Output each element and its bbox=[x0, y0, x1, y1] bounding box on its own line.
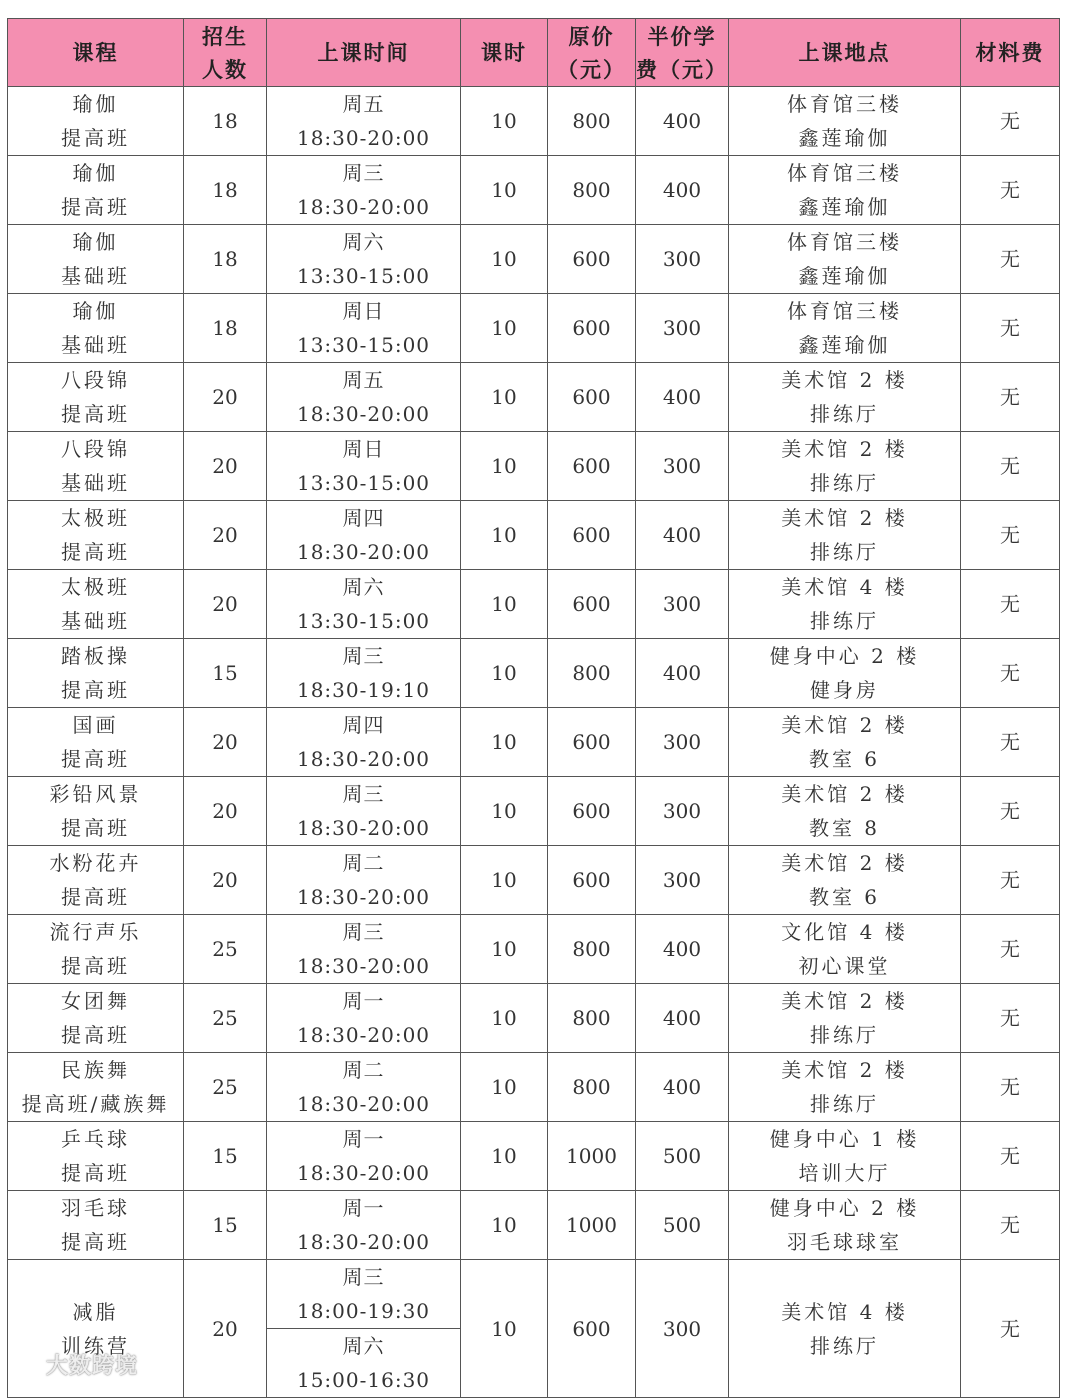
cell-course-line: 民族舞 bbox=[61, 1058, 130, 1082]
cell-enrollment: 25 bbox=[184, 1053, 267, 1122]
header-hours: 课时 bbox=[461, 19, 548, 87]
cell-half-price: 400 bbox=[636, 915, 729, 984]
cell-course-line: 水粉花卉 bbox=[49, 851, 142, 875]
cell-time bbox=[267, 87, 461, 156]
cell-price: 800 bbox=[548, 639, 636, 708]
table-row bbox=[8, 1053, 1060, 1122]
cell-course-line: 提高班 bbox=[61, 195, 130, 219]
cell-location bbox=[729, 156, 961, 225]
cell-hours: 10 bbox=[461, 363, 548, 432]
cell-time-line: 13:30-15:00 bbox=[296, 609, 431, 633]
table-row-last bbox=[8, 1260, 1060, 1329]
cell-location-line: 排练厅 bbox=[810, 471, 879, 495]
header-price: 原价 （元） bbox=[548, 19, 636, 87]
cell-material-fee: 无 bbox=[961, 1122, 1060, 1191]
cell-course-line: 八段锦 bbox=[61, 368, 130, 392]
cell-time-line: 周一 bbox=[342, 989, 385, 1013]
cell-half-price: 300 bbox=[636, 846, 729, 915]
cell-material-fee: 无 bbox=[961, 708, 1060, 777]
cell-course-line: 国画 bbox=[72, 713, 119, 737]
header-time: 上课时间 bbox=[267, 19, 461, 87]
cell-location bbox=[729, 1191, 961, 1260]
cell-material-fee: 无 bbox=[961, 915, 1060, 984]
cell-time bbox=[267, 915, 461, 984]
cell-half-price: 300 bbox=[636, 570, 729, 639]
cell-time-line: 周三 bbox=[342, 782, 385, 806]
cell-price: 600 bbox=[548, 294, 636, 363]
cell-time bbox=[267, 294, 461, 363]
cell-course-line: 羽毛球 bbox=[61, 1196, 130, 1220]
cell-material-fee: 无 bbox=[961, 846, 1060, 915]
cell-price: 800 bbox=[548, 984, 636, 1053]
cell-location bbox=[729, 570, 961, 639]
table-row bbox=[8, 777, 1060, 846]
cell-enrollment: 25 bbox=[184, 984, 267, 1053]
cell-location-line: 教室 6 bbox=[808, 885, 881, 909]
table-row bbox=[8, 984, 1060, 1053]
cell-time-line: 18:30-20:00 bbox=[296, 1023, 431, 1047]
cell-location-line: 排练厅 bbox=[810, 402, 879, 426]
cell-location-line: 体育馆三楼 bbox=[787, 299, 902, 323]
cell-location bbox=[729, 501, 961, 570]
cell-material-fee: 无 bbox=[961, 294, 1060, 363]
cell-price: 600 bbox=[548, 432, 636, 501]
cell-half-price: 400 bbox=[636, 156, 729, 225]
cell-location-line: 文化馆 4 楼 bbox=[781, 920, 908, 944]
cell-price: 1000 bbox=[548, 1122, 636, 1191]
cell-material-fee: 无 bbox=[961, 501, 1060, 570]
cell-price: 800 bbox=[548, 156, 636, 225]
cell-time bbox=[267, 777, 461, 846]
cell-location-line: 鑫莲瑜伽 bbox=[798, 126, 891, 150]
cell-location-line: 健身中心 2 楼 bbox=[769, 644, 920, 668]
cell-location-line: 美术馆 2 楼 bbox=[781, 782, 908, 806]
cell-time-line: 周三 bbox=[342, 161, 385, 185]
cell-time-b: 周六 15:00-16:30 bbox=[267, 1329, 461, 1398]
cell-course-line: 太极班 bbox=[61, 575, 130, 599]
cell-enrollment: 20 bbox=[184, 363, 267, 432]
cell-location-line: 教室 6 bbox=[808, 747, 881, 771]
cell-time bbox=[267, 1053, 461, 1122]
cell-course-line: 提高班 bbox=[61, 678, 130, 702]
cell-location bbox=[729, 1122, 961, 1191]
cell-location-line: 健身房 bbox=[810, 678, 879, 702]
cell-price: 600 bbox=[548, 225, 636, 294]
cell-course-line: 提高班 bbox=[61, 1161, 130, 1185]
watermark bbox=[10, 1349, 138, 1380]
cell-material-fee: 无 bbox=[961, 777, 1060, 846]
watermark-text: 大数跨境 bbox=[46, 1354, 139, 1379]
cell-course-line: 八段锦 bbox=[61, 437, 130, 461]
cell-enrollment: 15 bbox=[184, 639, 267, 708]
cell-course bbox=[8, 639, 184, 708]
cell-hours: 10 bbox=[461, 984, 548, 1053]
cell-price: 600 bbox=[548, 363, 636, 432]
cell-location-line: 美术馆 2 楼 bbox=[781, 437, 908, 461]
cell-half-price: 300 bbox=[636, 1260, 729, 1398]
header-row bbox=[8, 19, 1060, 87]
table-row bbox=[8, 294, 1060, 363]
cell-half-price: 400 bbox=[636, 501, 729, 570]
cell-material-fee: 无 bbox=[961, 984, 1060, 1053]
table-row bbox=[8, 639, 1060, 708]
cell-location-line: 美术馆 2 楼 bbox=[781, 368, 908, 392]
cell-time-line: 18:30-19:10 bbox=[296, 678, 431, 702]
cell-time bbox=[267, 984, 461, 1053]
cell-hours: 10 bbox=[461, 87, 548, 156]
cell-location-line: 美术馆 4 楼 bbox=[781, 575, 908, 599]
cell-hours: 10 bbox=[461, 1122, 548, 1191]
cell-course-line: 流行声乐 bbox=[49, 920, 142, 944]
cell-hours: 10 bbox=[461, 156, 548, 225]
cell-course-line: 基础班 bbox=[61, 609, 130, 633]
header-enrollment: 招生 人数 bbox=[184, 19, 267, 87]
cell-course: 减脂 训练营 bbox=[8, 1260, 184, 1398]
cell-hours: 10 bbox=[461, 708, 548, 777]
cell-half-price: 400 bbox=[636, 639, 729, 708]
cell-location-line: 健身中心 1 楼 bbox=[769, 1127, 920, 1151]
cell-material-fee: 无 bbox=[961, 570, 1060, 639]
cell-course-line: 提高班 bbox=[61, 402, 130, 426]
cell-course-line: 提高班 bbox=[61, 1230, 130, 1254]
cell-material-fee: 无 bbox=[961, 1260, 1060, 1398]
header-material-fee: 材料费 bbox=[961, 19, 1060, 87]
cell-course-line: 提高班 bbox=[61, 816, 130, 840]
cell-course-line: 女团舞 bbox=[61, 989, 130, 1013]
cell-location-line: 体育馆三楼 bbox=[787, 161, 902, 185]
cell-course bbox=[8, 432, 184, 501]
cell-price: 600 bbox=[548, 777, 636, 846]
cell-price: 600 bbox=[548, 570, 636, 639]
cell-hours: 10 bbox=[461, 777, 548, 846]
cell-location bbox=[729, 294, 961, 363]
cell-material-fee: 无 bbox=[961, 1053, 1060, 1122]
cell-location bbox=[729, 639, 961, 708]
cell-time-line: 周六 bbox=[342, 230, 385, 254]
cell-hours: 10 bbox=[461, 570, 548, 639]
cell-course bbox=[8, 708, 184, 777]
cell-location-line: 排练厅 bbox=[810, 1092, 879, 1116]
cell-material-fee: 无 bbox=[961, 363, 1060, 432]
cell-location-line: 美术馆 2 楼 bbox=[781, 1058, 908, 1082]
table-row bbox=[8, 225, 1060, 294]
cell-price: 1000 bbox=[548, 1191, 636, 1260]
cell-location-line: 鑫莲瑜伽 bbox=[798, 264, 891, 288]
header-course: 课程 bbox=[8, 19, 184, 87]
cell-time-line: 18:30-20:00 bbox=[296, 126, 431, 150]
watermark-logo-icon bbox=[10, 1356, 42, 1378]
cell-enrollment: 25 bbox=[184, 915, 267, 984]
cell-course bbox=[8, 156, 184, 225]
cell-time-line: 18:30-20:00 bbox=[296, 1092, 431, 1116]
cell-price: 600 bbox=[548, 501, 636, 570]
cell-location-line: 美术馆 2 楼 bbox=[781, 506, 908, 530]
cell-hours: 10 bbox=[461, 294, 548, 363]
cell-course bbox=[8, 1053, 184, 1122]
cell-course-line: 太极班 bbox=[61, 506, 130, 530]
cell-time-line: 13:30-15:00 bbox=[296, 264, 431, 288]
cell-course bbox=[8, 1122, 184, 1191]
cell-time bbox=[267, 1122, 461, 1191]
cell-hours: 10 bbox=[461, 1053, 548, 1122]
cell-time-line: 周五 bbox=[342, 368, 385, 392]
cell-course-line: 基础班 bbox=[61, 264, 130, 288]
cell-price: 600 bbox=[548, 846, 636, 915]
cell-location-line: 排练厅 bbox=[810, 1023, 879, 1047]
cell-hours: 10 bbox=[461, 639, 548, 708]
cell-time-line: 周三 bbox=[342, 920, 385, 944]
cell-time-line: 周三 bbox=[342, 644, 385, 668]
cell-price: 800 bbox=[548, 915, 636, 984]
cell-course bbox=[8, 294, 184, 363]
cell-enrollment: 18 bbox=[184, 87, 267, 156]
cell-hours: 10 bbox=[461, 1191, 548, 1260]
cell-half-price: 300 bbox=[636, 777, 729, 846]
cell-course-line: 基础班 bbox=[61, 471, 130, 495]
cell-time bbox=[267, 708, 461, 777]
cell-course-line: 踏板操 bbox=[61, 644, 130, 668]
cell-time-line: 周一 bbox=[342, 1196, 385, 1220]
cell-time bbox=[267, 156, 461, 225]
cell-location-line: 排练厅 bbox=[810, 540, 879, 564]
cell-time-line: 18:30-20:00 bbox=[296, 1161, 431, 1185]
cell-time-line: 周日 bbox=[342, 299, 385, 323]
cell-location bbox=[729, 432, 961, 501]
cell-price: 800 bbox=[548, 1053, 636, 1122]
cell-time bbox=[267, 846, 461, 915]
table-row bbox=[8, 432, 1060, 501]
cell-price: 600 bbox=[548, 708, 636, 777]
cell-course bbox=[8, 777, 184, 846]
header-half-price: 半价学 费（元） bbox=[636, 19, 729, 87]
cell-half-price: 400 bbox=[636, 1053, 729, 1122]
cell-time bbox=[267, 501, 461, 570]
cell-location-line: 鑫莲瑜伽 bbox=[798, 195, 891, 219]
cell-half-price: 300 bbox=[636, 708, 729, 777]
cell-location-line: 体育馆三楼 bbox=[787, 92, 902, 116]
cell-course-line: 提高班 bbox=[61, 747, 130, 771]
cell-location bbox=[729, 777, 961, 846]
cell-enrollment: 18 bbox=[184, 225, 267, 294]
cell-enrollment: 15 bbox=[184, 1122, 267, 1191]
cell-enrollment: 20 bbox=[184, 708, 267, 777]
cell-hours: 10 bbox=[461, 432, 548, 501]
cell-location bbox=[729, 225, 961, 294]
cell-course bbox=[8, 915, 184, 984]
course-schedule-table bbox=[7, 18, 1060, 1398]
cell-location-line: 初心课堂 bbox=[798, 954, 891, 978]
cell-course-line: 提高班 bbox=[61, 126, 130, 150]
cell-price: 600 bbox=[548, 1260, 636, 1398]
cell-time bbox=[267, 1191, 461, 1260]
cell-course bbox=[8, 363, 184, 432]
cell-location-line: 美术馆 2 楼 bbox=[781, 713, 908, 737]
cell-time-line: 18:30-20:00 bbox=[296, 540, 431, 564]
cell-time-line: 周一 bbox=[342, 1127, 385, 1151]
cell-location-line: 鑫莲瑜伽 bbox=[798, 333, 891, 357]
cell-time-line: 周六 bbox=[342, 575, 385, 599]
cell-course bbox=[8, 846, 184, 915]
cell-time bbox=[267, 432, 461, 501]
cell-enrollment: 20 bbox=[184, 777, 267, 846]
table-row bbox=[8, 1191, 1060, 1260]
cell-time-line: 18:30-20:00 bbox=[296, 402, 431, 426]
cell-course-line: 提高班 bbox=[61, 540, 130, 564]
cell-time-line: 18:30-20:00 bbox=[296, 747, 431, 771]
cell-course bbox=[8, 87, 184, 156]
cell-location bbox=[729, 363, 961, 432]
cell-course bbox=[8, 501, 184, 570]
cell-time-line: 13:30-15:00 bbox=[296, 333, 431, 357]
cell-location-line: 美术馆 2 楼 bbox=[781, 851, 908, 875]
cell-location-line: 羽毛球球室 bbox=[787, 1230, 902, 1254]
cell-course bbox=[8, 570, 184, 639]
cell-course-line: 彩铅风景 bbox=[49, 782, 142, 806]
cell-location-line: 排练厅 bbox=[810, 609, 879, 633]
cell-time-line: 18:30-20:00 bbox=[296, 1230, 431, 1254]
cell-course-line: 基础班 bbox=[61, 333, 130, 357]
cell-enrollment: 20 bbox=[184, 570, 267, 639]
cell-location-line: 体育馆三楼 bbox=[787, 230, 902, 254]
cell-course-line: 瑜伽 bbox=[72, 92, 119, 116]
cell-price: 800 bbox=[548, 87, 636, 156]
cell-hours: 10 bbox=[461, 915, 548, 984]
cell-time-line: 周日 bbox=[342, 437, 385, 461]
cell-half-price: 500 bbox=[636, 1122, 729, 1191]
cell-material-fee: 无 bbox=[961, 1191, 1060, 1260]
table-row bbox=[8, 1122, 1060, 1191]
cell-course-line: 瑜伽 bbox=[72, 299, 119, 323]
cell-half-price: 400 bbox=[636, 984, 729, 1053]
cell-hours: 10 bbox=[461, 1260, 548, 1398]
cell-time-line: 周四 bbox=[342, 713, 385, 737]
cell-half-price: 400 bbox=[636, 363, 729, 432]
cell-hours: 10 bbox=[461, 846, 548, 915]
cell-time-a: 周三 18:00-19:30 bbox=[267, 1260, 461, 1329]
cell-course-line: 提高班 bbox=[61, 1023, 130, 1047]
cell-enrollment: 15 bbox=[184, 1191, 267, 1260]
cell-course bbox=[8, 1191, 184, 1260]
cell-location bbox=[729, 1053, 961, 1122]
cell-course bbox=[8, 225, 184, 294]
table-row bbox=[8, 363, 1060, 432]
cell-material-fee: 无 bbox=[961, 639, 1060, 708]
cell-half-price: 300 bbox=[636, 225, 729, 294]
cell-material-fee: 无 bbox=[961, 225, 1060, 294]
cell-location bbox=[729, 846, 961, 915]
cell-half-price: 400 bbox=[636, 87, 729, 156]
cell-location-line: 美术馆 2 楼 bbox=[781, 989, 908, 1013]
cell-location-line: 培训大厅 bbox=[798, 1161, 891, 1185]
cell-time-line: 18:30-20:00 bbox=[296, 885, 431, 909]
table-row bbox=[8, 156, 1060, 225]
cell-time-line: 周二 bbox=[342, 1058, 385, 1082]
cell-course-line: 瑜伽 bbox=[72, 230, 119, 254]
cell-time-line: 18:30-20:00 bbox=[296, 816, 431, 840]
cell-time-line: 18:30-20:00 bbox=[296, 954, 431, 978]
cell-location bbox=[729, 87, 961, 156]
cell-course-line: 提高班/藏族舞 bbox=[21, 1092, 170, 1116]
cell-location: 美术馆 4 楼 排练厅 bbox=[729, 1260, 961, 1398]
cell-enrollment: 20 bbox=[184, 432, 267, 501]
table-row bbox=[8, 708, 1060, 777]
cell-material-fee: 无 bbox=[961, 156, 1060, 225]
cell-location bbox=[729, 915, 961, 984]
cell-time bbox=[267, 639, 461, 708]
cell-time-line: 周四 bbox=[342, 506, 385, 530]
table-row bbox=[8, 570, 1060, 639]
cell-time bbox=[267, 225, 461, 294]
cell-course bbox=[8, 984, 184, 1053]
cell-half-price: 500 bbox=[636, 1191, 729, 1260]
cell-course-line: 提高班 bbox=[61, 954, 130, 978]
cell-enrollment: 20 bbox=[184, 1260, 267, 1398]
cell-half-price: 300 bbox=[636, 294, 729, 363]
cell-time bbox=[267, 570, 461, 639]
cell-time-line: 周二 bbox=[342, 851, 385, 875]
cell-material-fee: 无 bbox=[961, 432, 1060, 501]
cell-enrollment: 18 bbox=[184, 294, 267, 363]
cell-half-price: 300 bbox=[636, 432, 729, 501]
cell-hours: 10 bbox=[461, 501, 548, 570]
cell-course-line: 提高班 bbox=[61, 885, 130, 909]
cell-time-line: 周五 bbox=[342, 92, 385, 116]
table-row bbox=[8, 501, 1060, 570]
cell-location bbox=[729, 984, 961, 1053]
table-row bbox=[8, 915, 1060, 984]
cell-location-line: 健身中心 2 楼 bbox=[769, 1196, 920, 1220]
cell-time-line: 13:30-15:00 bbox=[296, 471, 431, 495]
cell-location-line: 教室 8 bbox=[808, 816, 881, 840]
cell-enrollment: 20 bbox=[184, 501, 267, 570]
cell-hours: 10 bbox=[461, 225, 548, 294]
cell-material-fee: 无 bbox=[961, 87, 1060, 156]
cell-time-line: 18:30-20:00 bbox=[296, 195, 431, 219]
cell-course-line: 瑜伽 bbox=[72, 161, 119, 185]
cell-enrollment: 20 bbox=[184, 846, 267, 915]
cell-enrollment: 18 bbox=[184, 156, 267, 225]
cell-course-line: 乒乓球 bbox=[61, 1127, 130, 1151]
table-row bbox=[8, 846, 1060, 915]
header-location: 上课地点 bbox=[729, 19, 961, 87]
cell-location bbox=[729, 708, 961, 777]
cell-time bbox=[267, 363, 461, 432]
table-row bbox=[8, 87, 1060, 156]
